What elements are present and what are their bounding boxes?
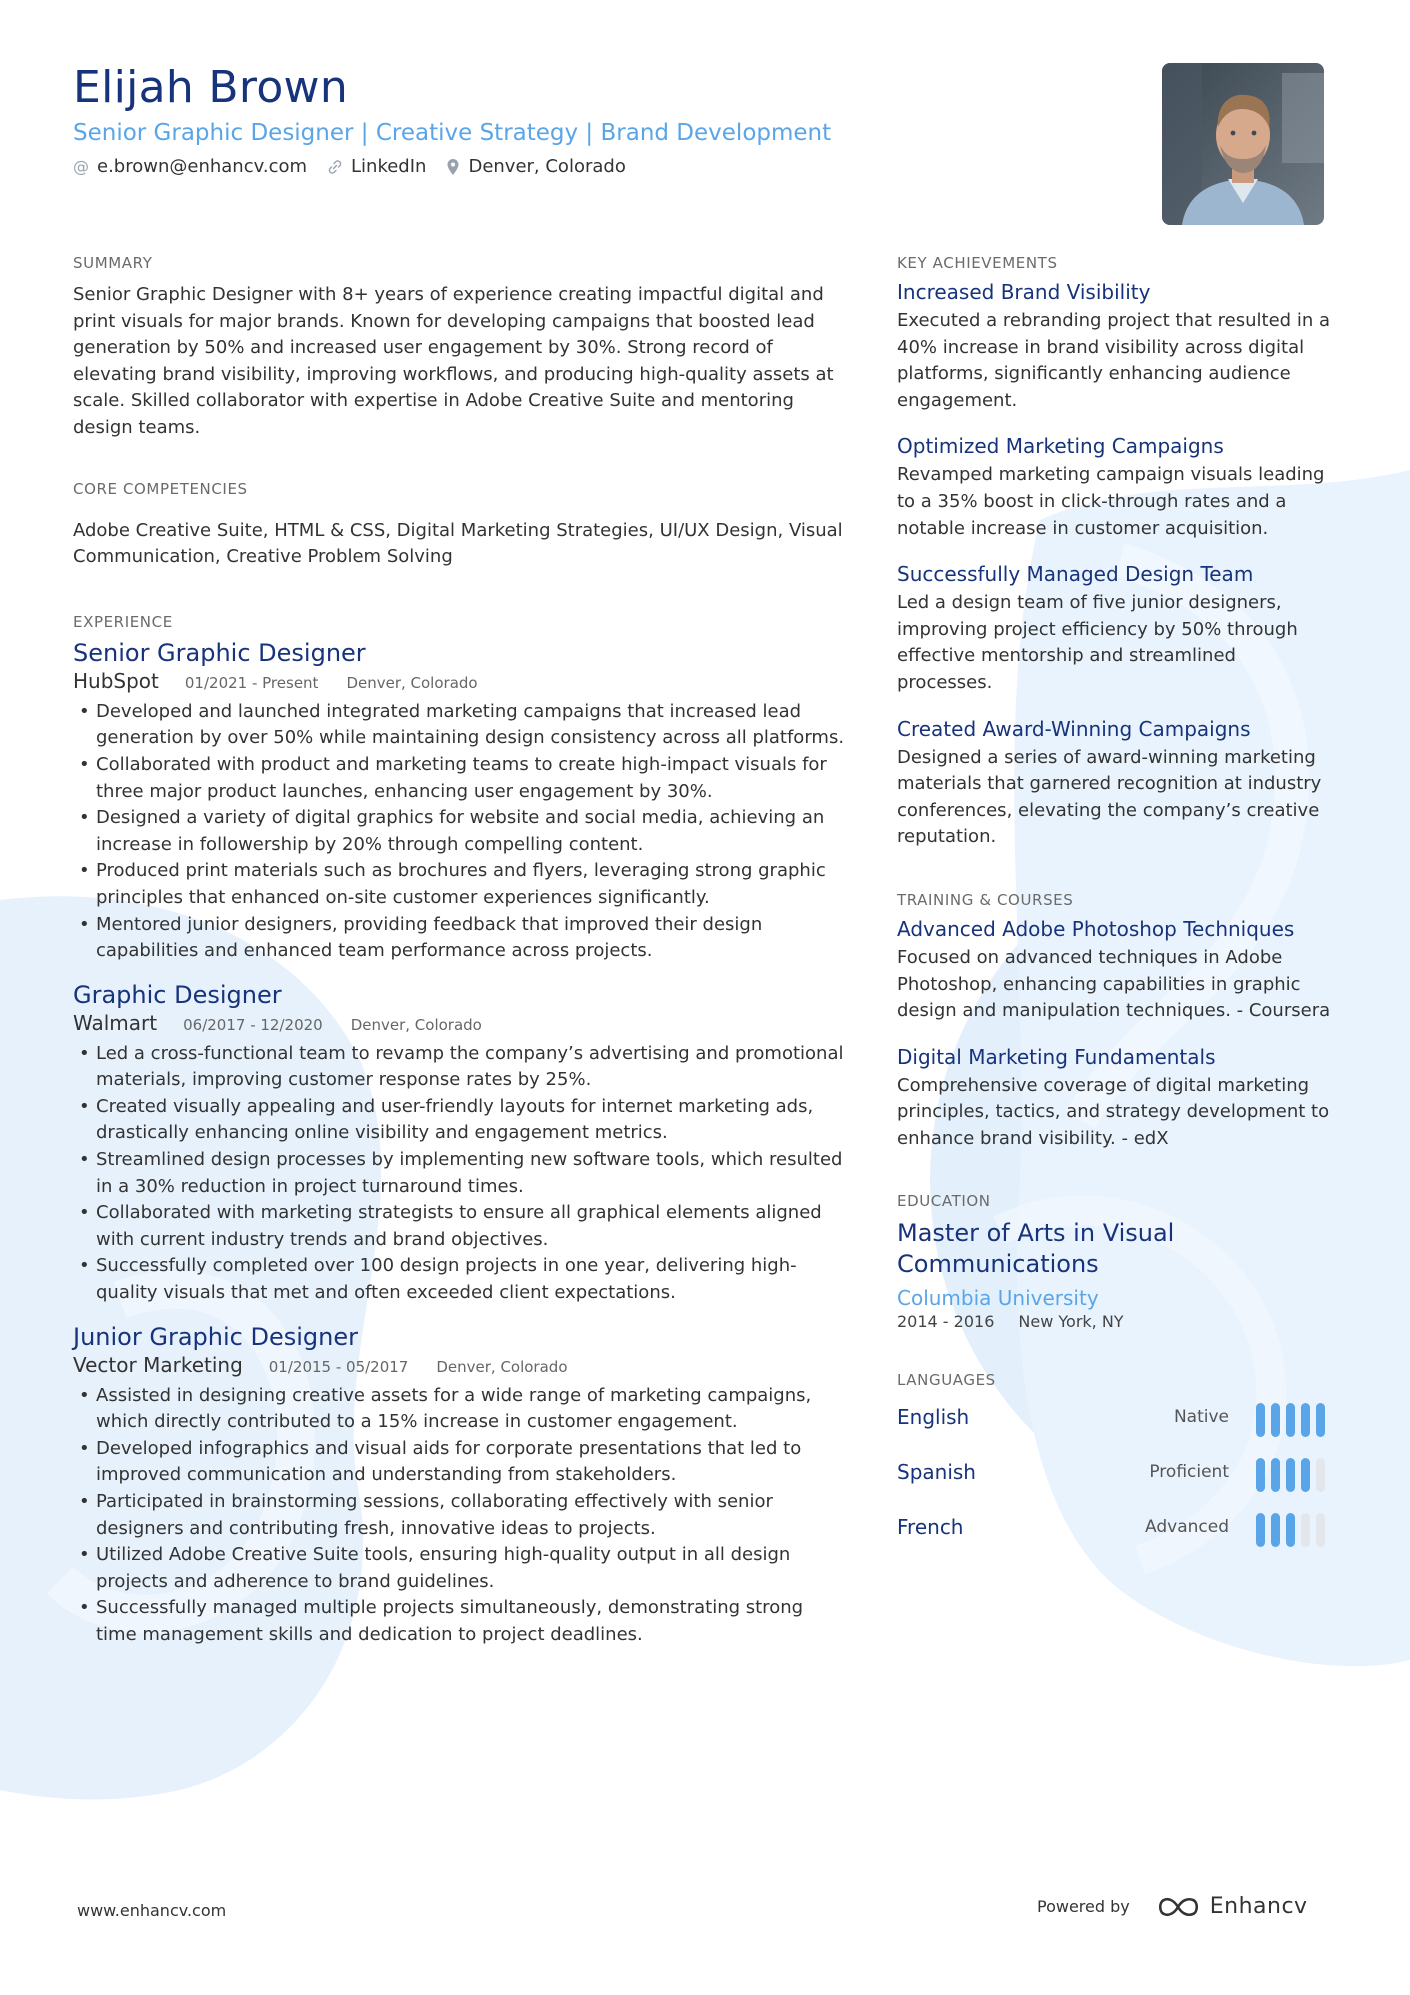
language-name: Spanish [897, 1460, 976, 1485]
achievement-item [897, 432, 1333, 542]
course-item [897, 915, 1333, 1025]
rating-bar [1256, 1513, 1265, 1547]
language-item [897, 1456, 1333, 1511]
education-heading: EDUCATION [897, 1192, 991, 1211]
training-section [897, 891, 1333, 1153]
job-dates: 01/2015 - 05/2017 [268, 1357, 409, 1376]
language-item [897, 1511, 1333, 1566]
linkedin-text: LinkedIn [351, 156, 427, 177]
job-location: Denver, Colorado [346, 673, 478, 692]
job-title: Junior Graphic Designer [73, 1322, 358, 1351]
achievement-desc: Revamped marketing campaign visuals leading to a 35% boost in click-through rates and a notable increase in customer acquisition. [897, 464, 1325, 539]
course-desc: Focused on advanced techniques in Adobe Photoshop, enhancing capabilities in graphic design and manipulation techniques. - Coursera [897, 946, 1331, 1022]
bullet-item: • Created visually appealing and user-friendly layouts for internet marketing ads, drastically enhancing online visibility and engagement metrics. [73, 1094, 848, 1147]
training-heading: TRAINING & COURSES [897, 890, 1074, 909]
achievement-desc: Executed a rebranding project that resulted in a 40% increase in brand visibility across digital platforms, significantly enhancing audience engagement. [897, 310, 1330, 411]
education-school: Columbia University [897, 1286, 1099, 1311]
job-bullets [73, 1041, 848, 1307]
bullet-item: • Streamlined design processes by implementing new software tools, which resulted in a 30% reduction in project turnaround times. [73, 1147, 848, 1200]
summary-text: Senior Graphic Designer with 8+ years of experience creating impactful digital and print visuals for major brands. Known for developing campaigns that boosted lead generation by 50% and increased user engagement by 30%. Strong record of elevating brand visibility, improving workflows, and producing high-quality assets at scale. Skilled collaborator with expertise in Adobe Creative Suite and mentoring design teams. [73, 284, 834, 438]
location-pin-icon [446, 158, 460, 176]
achievement-item [897, 560, 1333, 696]
job-bullets [73, 1383, 848, 1649]
education-meta [897, 1312, 1333, 1331]
link-icon [327, 159, 343, 175]
bullet-item: • Mentored junior designers, providing feedback that improved their design capabilities and enhanced team performance across projects. [73, 912, 848, 965]
education-degree: Master of Arts in Visual Communications [897, 1219, 1175, 1279]
headline: Senior Graphic Designer | Creative Strategy | Brand Development [73, 120, 832, 146]
job-company: HubSpot [73, 668, 159, 693]
languages-heading: LANGUAGES [897, 1371, 996, 1390]
rating-bar [1271, 1458, 1280, 1492]
bullet-item: • Produced print materials such as brochures and flyers, leveraging strong graphic principles that enhanced on-site customer experiences significantly. [73, 858, 848, 911]
rating-bar [1301, 1458, 1310, 1492]
summary-heading: SUMMARY [73, 254, 153, 272]
contact-bar [73, 156, 646, 177]
job-company: Walmart [73, 1010, 158, 1035]
rating-bar [1286, 1513, 1295, 1547]
job-entry [73, 637, 848, 965]
job-company: Vector Marketing [73, 1352, 243, 1377]
job-location: Denver, Colorado [350, 1015, 482, 1034]
competencies-section [73, 480, 848, 571]
contact-linkedin[interactable] [327, 156, 426, 177]
profile-photo [1162, 63, 1324, 225]
candidate-name: Elijah Brown [73, 62, 349, 113]
achievement-desc: Designed a series of award-winning marketing materials that garnered recognition at industry conferences, elevating the company’s creative reputation. [897, 746, 1322, 848]
job-bullets [73, 699, 848, 965]
bullet-item: • Participated in brainstorming sessions, collaborating effectively with senior designers and contributing fresh, innovative ideas to projects. [73, 1489, 848, 1542]
rating-bar [1256, 1458, 1265, 1492]
achievement-item [897, 715, 1333, 851]
at-icon: @ [73, 157, 89, 176]
course-title: Advanced Adobe Photoshop Techniques [897, 916, 1295, 941]
education-years: 2014 - 2016 [897, 1312, 995, 1332]
footer-branding [1037, 1894, 1308, 1919]
achievement-title: Successfully Managed Design Team [897, 562, 1254, 587]
language-level: Proficient [1149, 1462, 1229, 1483]
language-name: French [897, 1515, 964, 1540]
job-location: Denver, Colorado [436, 1357, 568, 1376]
education-section [897, 1192, 1333, 1331]
bullet-item: • Led a cross-functional team to revamp the company’s advertising and promotional materials, improving customer response rates by 25%. [73, 1041, 848, 1094]
language-level: Native [1173, 1407, 1229, 1428]
experience-section [73, 613, 848, 1649]
bullet-item: • Developed infographics and visual aids for corporate presentations that led to improved communication and understanding from stakeholders. [73, 1436, 848, 1489]
enhancv-logo-icon [1156, 1895, 1202, 1919]
course-title: Digital Marketing Fundamentals [897, 1044, 1216, 1069]
summary-section [73, 254, 848, 442]
rating-bar [1271, 1403, 1280, 1437]
experience-heading: EXPERIENCE [73, 612, 173, 631]
bullet-item: • Successfully managed multiple projects simultaneously, demonstrating strong time management skills and dedication to project deadlines. [73, 1595, 848, 1648]
email-text: e.brown@enhancv.com [97, 156, 308, 177]
rating-bar [1271, 1513, 1280, 1547]
language-rating [1250, 1458, 1325, 1492]
rating-bar [1286, 1458, 1295, 1492]
competencies-heading: CORE COMPETENCIES [73, 479, 248, 498]
bullet-item: • Collaborated with marketing strategists to ensure all graphical elements aligned with current industry trends and brand objectives. [73, 1200, 848, 1253]
bullet-item: • Designed a variety of digital graphics for website and social media, achieving an increase in followership by 20% through compelling content. [73, 805, 848, 858]
language-name: English [897, 1405, 970, 1430]
achievement-title: Optimized Marketing Campaigns [897, 434, 1224, 459]
rating-bar [1256, 1403, 1265, 1437]
location-text: Denver, Colorado [468, 156, 626, 177]
bullet-item: • Utilized Adobe Creative Suite tools, ensuring high-quality output in all design projects and adherence to brand guidelines. [73, 1542, 848, 1595]
powered-by-label: Powered by [1037, 1897, 1130, 1916]
left-column [73, 254, 848, 1649]
language-rating [1250, 1403, 1325, 1437]
language-rating [1250, 1513, 1325, 1547]
job-meta [73, 1011, 848, 1037]
brand-name: Enhancv [1209, 1894, 1308, 1919]
job-meta [73, 669, 848, 695]
right-column [897, 254, 1333, 1566]
enhancv-logo[interactable] [1156, 1894, 1308, 1919]
education-location: New York, NY [1018, 1312, 1124, 1332]
rating-bar [1316, 1458, 1325, 1492]
achievement-title: Increased Brand Visibility [897, 280, 1151, 304]
course-item [897, 1043, 1333, 1153]
job-title: Graphic Designer [73, 980, 282, 1009]
rating-bar [1316, 1513, 1325, 1547]
rating-bar [1301, 1513, 1310, 1547]
contact-location [446, 156, 625, 177]
rating-bar [1301, 1403, 1310, 1437]
job-dates: 01/2021 - Present [184, 673, 319, 692]
achievements-section [897, 254, 1333, 851]
job-title: Senior Graphic Designer [73, 638, 366, 667]
language-level: Advanced [1145, 1517, 1229, 1538]
bullet-item: • Developed and launched integrated marketing campaigns that increased lead generation by over 50% while maintaining design consistency across all platforms. [73, 699, 848, 752]
contact-email[interactable] [73, 156, 307, 177]
languages-section [897, 1371, 1333, 1566]
language-item [897, 1401, 1333, 1456]
footer-website[interactable]: www.enhancv.com [77, 1901, 227, 1920]
competencies-text: Adobe Creative Suite, HTML & CSS, Digital Marketing Strategies, UI/UX Design, Visual Communication, Creative Problem Solving [73, 519, 843, 568]
rating-bar [1316, 1403, 1325, 1437]
job-meta [73, 1353, 848, 1379]
job-dates: 06/2017 - 12/2020 [183, 1015, 323, 1034]
course-desc: Comprehensive coverage of digital marketing principles, tactics, and strategy development to enhance brand visibility. - edX [897, 1074, 1330, 1149]
achievement-title: Created Award-Winning Campaigns [897, 716, 1251, 741]
rating-bar [1286, 1403, 1295, 1437]
bullet-item: • Successfully completed over 100 design projects in one year, delivering high-quality visuals that met and often exceeded client expectations. [73, 1253, 848, 1306]
bullet-item: • Collaborated with product and marketing teams to create high-impact visuals for three major product launches, enhancing user engagement by 30%. [73, 752, 848, 805]
achievement-item [897, 278, 1333, 414]
job-entry [73, 1321, 848, 1649]
achievement-desc: Led a design team of five junior designers, improving project efficiency by 50% through effective mentorship and streamlined processes. [897, 592, 1298, 693]
achievements-heading: KEY ACHIEVEMENTS [897, 254, 1058, 272]
bullet-item: • Assisted in designing creative assets for a wide range of marketing campaigns, which directly contributed to a 15% increase in customer engagement. [73, 1383, 848, 1436]
job-entry [73, 979, 848, 1307]
